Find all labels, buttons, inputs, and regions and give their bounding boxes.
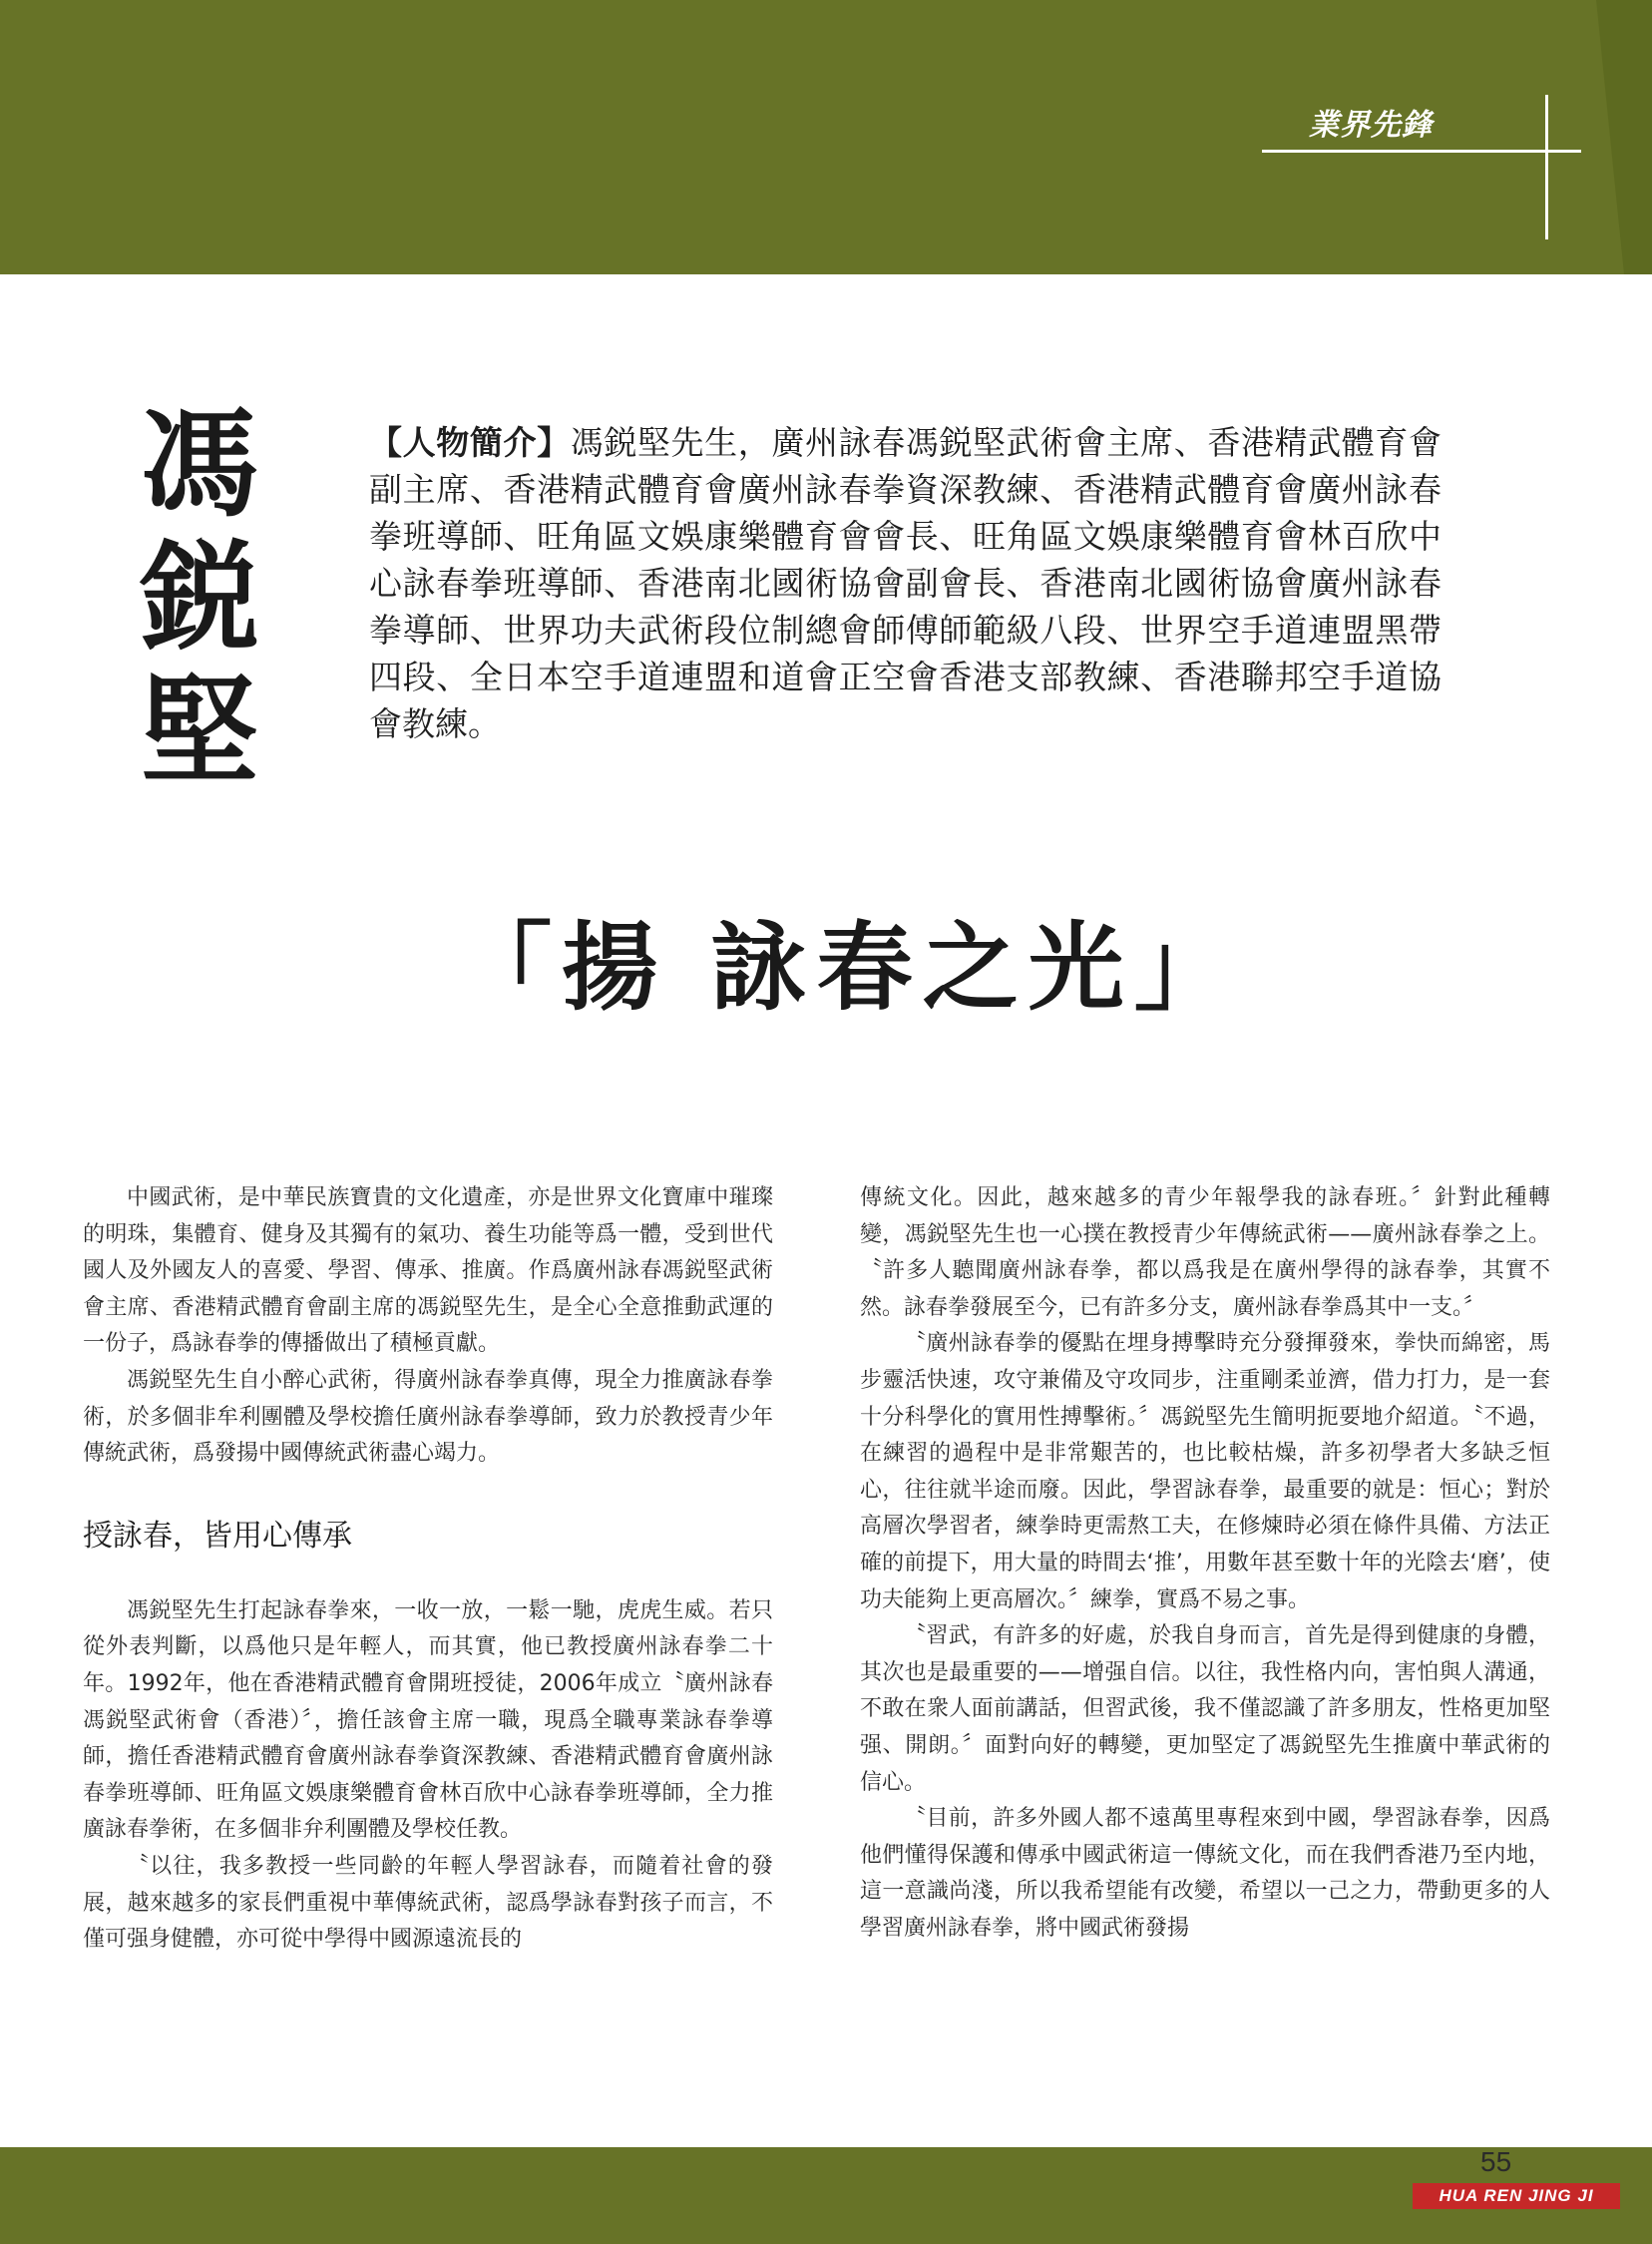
bio-label: 【人物簡介】 [369, 423, 571, 462]
paragraph: 馮鋭堅先生打起詠春拳來，一收一放，一鬆一馳，虎虎生威。若只從外表判斷，以爲他只是年輕人，而其實，他已教授廣州詠春拳二十年。1992年，他在香港精武體育會開班授徒，2006年成立〝廣州詠春馮鋭堅武術會（香港）〞，擔任該會主席一職，現爲全職專業詠春拳導師，擔任香港精武體育會廣州詠春拳資深教練、香港精武體育會廣州詠春拳班導師、旺角區文娛康樂體育會林百欣中心詠春拳班導師，全力推廣詠春拳術，在多個非弁利團體及學校任教。 [83, 1597, 773, 1843]
name-char: 鋭 [140, 528, 258, 667]
article-column-left [83, 1180, 773, 1959]
page-number: 55 [1480, 2146, 1512, 2177]
paragraph: 傳統文化。因此，越來越多的青少年報學我的詠春班。〞針對此種轉變，馮鋭堅先生也一心撲在教授青少年傳統武術——廣州詠春拳之上。〝許多人聽聞廣州詠春拳，都以爲我是在廣州學得的詠春拳，其實不然。詠春拳發展至今，已有許多分支，廣州詠春拳爲其中一支。〞 [860, 1185, 1550, 1320]
name-char: 堅 [140, 662, 258, 800]
plus-cross-icon-vertical [1545, 95, 1548, 239]
section-tag: 業界先鋒 [1309, 108, 1433, 143]
bio-text: 馮鋭堅先生，廣州詠春馮鋭堅武術會主席、香港精武體育會副主席、香港精武體育會廣州詠春拳資深教練、香港精武體育會廣州詠春拳班導師、旺角區文娛康樂體育會會長、旺角區文娛康樂體育會林百欣中心詠春拳班導師、香港南北國術協會副會長、香港南北國術協會廣州詠春拳導師、世界功夫武術段位制總會師傅師範級八段、世界空手道連盟黑帶四段、全日本空手道連盟和道會正空會香港支部教練、香港聯邦空手道協會教練。 [369, 423, 1443, 743]
paragraph: 馮鋭堅先生自小醉心武術，得廣州詠春拳真傳，現全力推廣詠春拳術，於多個非牟利團體及學校擔任廣州詠春拳導師，致力於教授青少年傳統武術，爲發揚中國傳統武術盡心竭力。 [83, 1367, 773, 1467]
name-char: 馮 [140, 394, 258, 533]
magazine-name-badge: HUA REN JING JI [1413, 2183, 1620, 2209]
section-subheading: 授詠春，皆用心傳承 [83, 1518, 352, 1554]
person-name-vertical [130, 394, 269, 800]
paragraph: 中國武術，是中華民族寶貴的文化遺產，亦是世界文化寶庫中璀璨的明珠，集體育、健身及其獨有的氣功、養生功能等爲一體，受到世代國人及外國友人的喜愛、學習、傳承、推廣。作爲廣州詠春馮鋭堅武術會主席、香港精武體育會副主席的馮鋭堅先生，是全心全意推動武運的一份子，爲詠春拳的傳播做出了積極貢獻。 [83, 1185, 773, 1357]
article-headline: 「揚 詠春之光」 [456, 911, 1240, 1024]
paragraph: 〝習武，有許多的好處，於我自身而言，首先是得到健康的身體，其次也是最重要的——增强自信。以往，我性格内向，害怕與人溝通，不敢在衆人面前講話，但習武後，我不僅認識了許多朋友，性格更加堅强、開朗。〞面對向好的轉變，更加堅定了馮鋭堅先生推廣中華武術的信心。 [860, 1623, 1550, 1795]
paragraph: 〝以往，我多教授一些同齡的年輕人學習詠春，而隨着社會的發展，越來越多的家長們重視中華傳統武術，認爲學詠春對孩子而言，不僅可强身健體，亦可從中學得中國源遠流長的 [83, 1853, 773, 1953]
bottom-olive-band [0, 2147, 1652, 2244]
profile-bio [369, 419, 1442, 747]
paragraph: 〝目前，許多外國人都不遠萬里專程來到中國，學習詠春拳，因爲他們懂得保護和傳承中國武術這一傳統文化，而在我們香港乃至内地，這一意識尚淺，所以我希望能有改變，希望以一己之力，帶動更多的人學習廣州詠春拳，將中國武術發揚 [860, 1806, 1550, 1941]
article-column-right [860, 1180, 1550, 1947]
plus-cross-icon [1262, 150, 1581, 153]
paragraph: 〝廣州詠春拳的優點在埋身搏擊時充分發揮發來，拳快而綿密，馬步靈活快速，攻守兼備及守攻同步，注重剛柔並濟，借力打力，是一套十分科學化的實用性搏擊術。〞馮鋭堅先生簡明扼要地介紹道。〝不過，在練習的過程中是非常艱苦的，也比較枯燥，許多初學者大多缺乏恒心，往往就半途而廢。因此，學習詠春拳，最重要的就是：恒心；對於高層次學習者，練拳時更需熬工夫，在修煉時必須在條件具備、方法正確的前提下，用大量的時間去‘推’，用數年甚至數十年的光陰去‘磨’，使功夫能夠上更高層次。〞練拳，實爲不易之事。 [860, 1331, 1550, 1612]
